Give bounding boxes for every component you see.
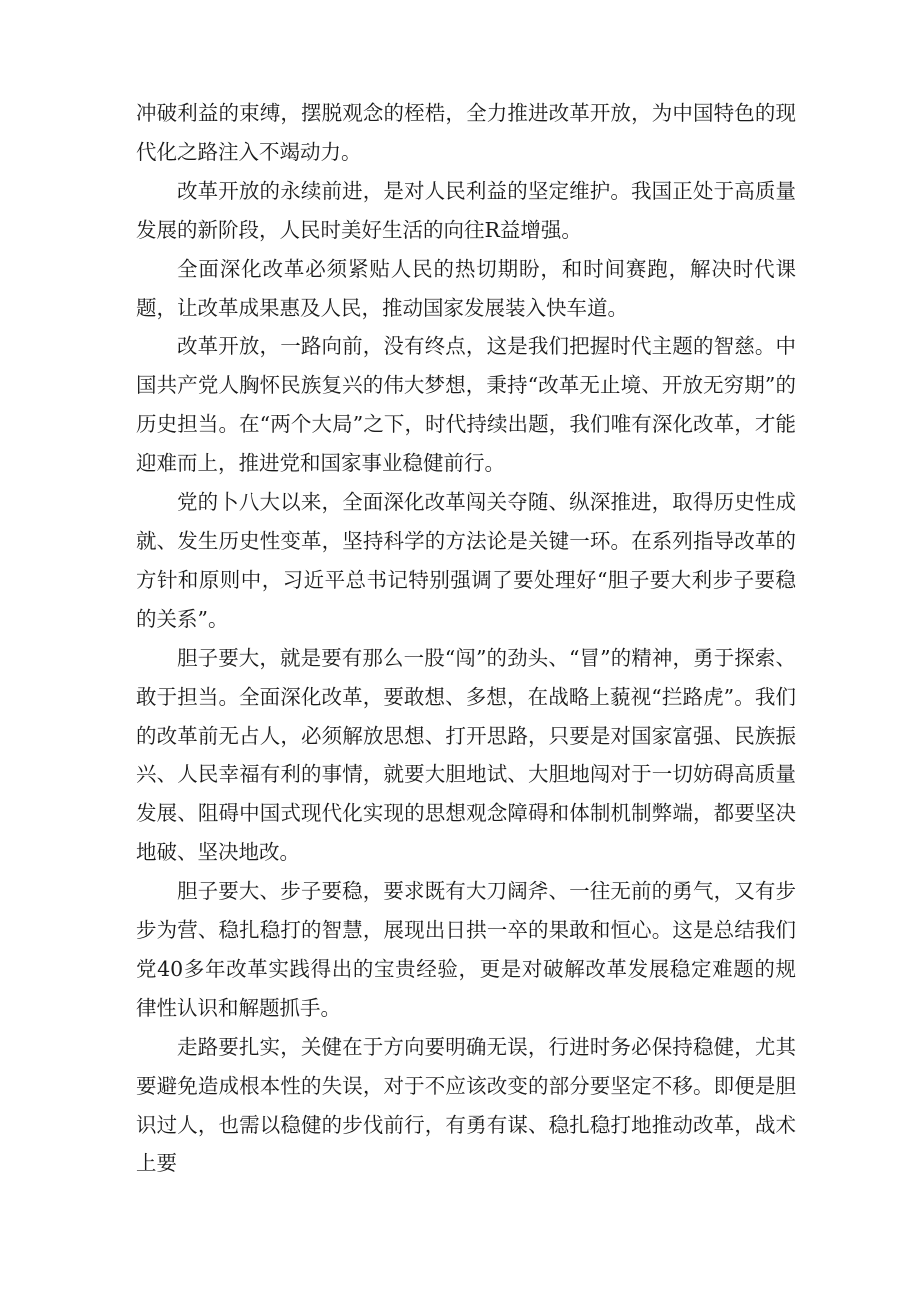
- paragraph-4: 改革开放，一路向前，没有终点，这是我们把握时代主题的智慈。中国共产党人胸怀民族复兴的伟大梦想，秉持“改革无止境、开放无穷期”的历史担当。在“两个大局”之下，时代持续出题，我们唯有深化改革，才能迎难而上，推进党和国家事业稳健前行。: [136, 334, 796, 476]
- paragraph-3: 全面深化改革必须紧贴人民的热切期盼，和时间赛跑，解决时代课题，让改革成果惠及人民，推动国家发展装入快车道。: [136, 256, 796, 320]
- paragraph-8: 走路要扎实，关健在于方向要明确无误，行进时务必保持稳健，尤其要避免造成根本性的失误，对于不应该改变的部分要坚定不移。即便是胆识过人，也需以稳健的步伐前行，有勇有谋、稳扎稳打地推动改革，战术上要: [136, 1034, 796, 1176]
- paragraph-2: 改革开放的永续前进，是对人民利益的坚定维护。我国正处于高质量发展的新阶段，人民时美好生活的向往R益增强。: [136, 178, 796, 242]
- paragraph-7: 胆子要大、步子要稳，要求既有大刀阔斧、一往无前的勇气，又有步步为营、稳扎稳打的智慧，展现出日拱一卒的果敢和恒心。这是总结我们党40多年改革实践得出的宝贵经验，更是对破解改革发展稳定难题的规律性认识和解题抓手。: [136, 879, 796, 1020]
- document-body: [136, 94, 796, 1183]
- paragraph-6: 胆子要大，就是要有那么一股“闯”的劲头、“冒”的精神，勇于探索、敢于担当。全面深化改革，要敢想、多想，在战略上藐视“拦路虎”。我们的改革前无占人，必须解放思想、打开思路，只要是对国家富强、民族振兴、人民幸福有利的事情，就要大胆地试、大胆地闯对于一切妨碍高质量发展、阻碍中国式现代化实现的思想观念障碍和体制机制弊端，都要坚决地破、坚决地改。: [136, 645, 796, 865]
- paragraph-1: 冲破利益的束缚，摆脱观念的桎梏，全力推进改革开放，为中国特色的现代化之路注入不竭动力。: [136, 101, 796, 164]
- paragraph-5: 党的卜八大以来，全面深化改革闯关夺随、纵深推进，取得历史性成就、发生历史性变革，坚持科学的方法论是关键一环。在系列指导改革的方针和原则中，习近平总书记特别强调了要处理好“胆子要大利步子要稳的关系”。: [136, 490, 796, 631]
